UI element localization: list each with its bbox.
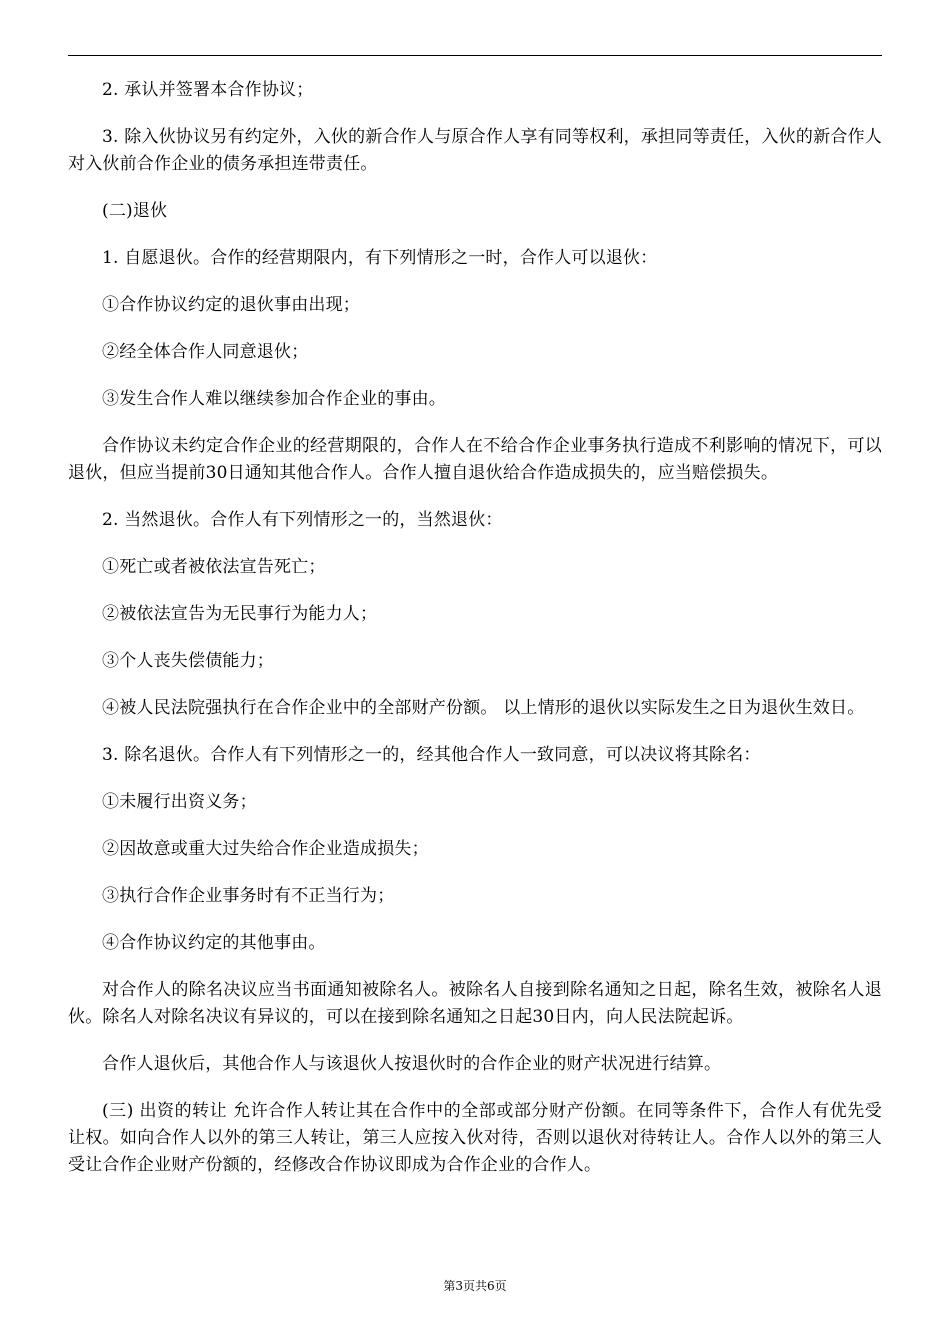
paragraph: (三) 出资的转让 允许合作人转让其在合作中的全部或部分财产份额。在同等条件下，合作人有优先受让权。如向合作人以外的第三人转让，第三人应按入伙对待，否则以退伙对待转让人。合作人以外的第三人受让合作企业财产份额的，经修改合作协议即成为合作企业的合作人。 [68, 1101, 882, 1175]
paragraph: 2. 当然退伙。合作人有下列情形之一的，当然退伙： [102, 510, 503, 530]
list-item: ②因故意或重大过失给合作企业造成损失； [102, 839, 429, 859]
list-item: ②经全体合作人同意退伙； [102, 342, 309, 362]
list-item: ③发生合作人难以继续参加合作企业的事由。 [102, 389, 446, 409]
list-item: ④合作协议约定的其他事由。 [102, 933, 326, 953]
list-item: ①未履行出资义务； [102, 792, 257, 812]
list-item: ②被依法宣告为无民事行为能力人； [102, 604, 378, 624]
paragraph: 合作人退伙后，其他合作人与该退伙人按退伙时的合作企业的财产状况进行结算。 [102, 1054, 722, 1074]
list-item: ③个人丧失偿债能力； [102, 651, 274, 671]
paragraph: 对合作人的除名决议应当书面通知被除名人。被除名人自接到除名通知之日起，除名生效，被除名人退伙。除名人对除名决议有异议的，可以在接到除名通知之日起30日内，向人民法院起诉。 [68, 980, 882, 1027]
paragraph: 2. 承认并签署本合作协议； [102, 80, 314, 100]
paragraph: 合作协议未约定合作企业的经营期限的，合作人在不给合作企业事务执行造成不利影响的情况下，可以退伙，但应当提前30日通知其他合作人。合作人擅自退伙给合作造成损失的，应当赔偿损失。 [68, 436, 882, 483]
header-rule [68, 55, 882, 56]
document-body [68, 77, 882, 1199]
list-item: ④被人民法院强执行在合作企业中的全部财产份额。 以上情形的退伙以实际发生之日为退伙生效日。 [102, 698, 865, 718]
list-item: ①合作协议约定的退伙事由出现； [102, 295, 360, 315]
paragraph: 3. 除入伙协议另有约定外，入伙的新合作人与原合作人享有同等权利，承担同等责任，入伙的新合作人对入伙前合作企业的债务承担连带责任。 [68, 127, 882, 174]
paragraph: 3. 除名退伙。合作人有下列情形之一的，经其他合作人一致同意，可以决议将其除名： [102, 745, 761, 765]
list-item: ③执行合作企业事务时有不正当行为； [102, 886, 395, 906]
section-heading: (二)退伙 [102, 201, 168, 221]
page-number: 第3页共6页 [443, 1279, 507, 1293]
list-item: ①死亡或者被依法宣告死亡； [102, 557, 326, 577]
paragraph: 1. 自愿退伙。合作的经营期限内，有下列情形之一时，合作人可以退伙： [102, 248, 658, 268]
